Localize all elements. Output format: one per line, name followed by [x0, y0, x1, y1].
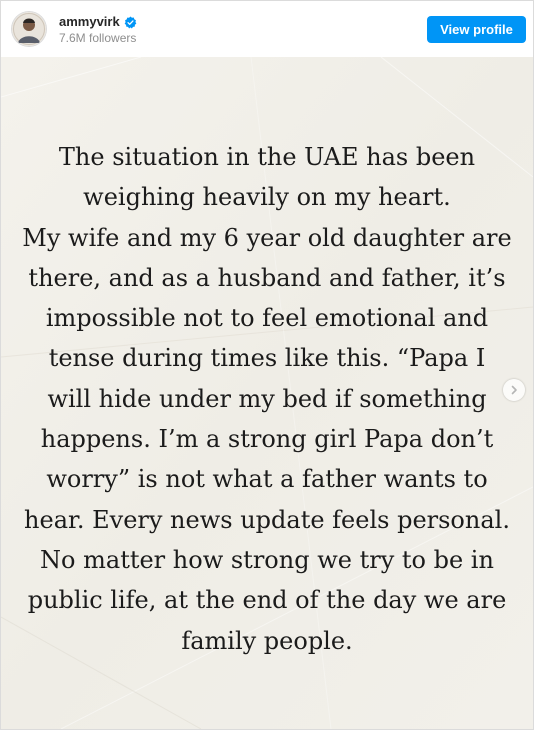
chevron-right-icon	[508, 384, 520, 396]
username[interactable]: ammyvirk	[59, 14, 120, 29]
post-image[interactable]	[1, 57, 533, 729]
next-slide-button[interactable]	[503, 379, 525, 401]
username-row	[59, 14, 137, 30]
view-profile-button[interactable]: View profile	[427, 16, 526, 43]
followers-count: 7.6M followers	[59, 31, 137, 45]
post-caption-text: The situation in the UAE has been weighing heavily on my heart. My wife and my 6 year old daughter are there, and as a husband and father, it’s impossible not to feel emotional and tense during times like this. “Papa I will hide under my bed if something happens. I’m a strong girl Papa don’t worry” is not what a father wants to hear. Every news update feels personal. No matter how strong we try to be in public life, at the end of the day we are family people.	[22, 143, 512, 655]
verified-badge-icon	[124, 16, 137, 29]
avatar-image	[12, 12, 46, 46]
avatar[interactable]	[12, 12, 46, 46]
post-header	[1, 1, 533, 57]
